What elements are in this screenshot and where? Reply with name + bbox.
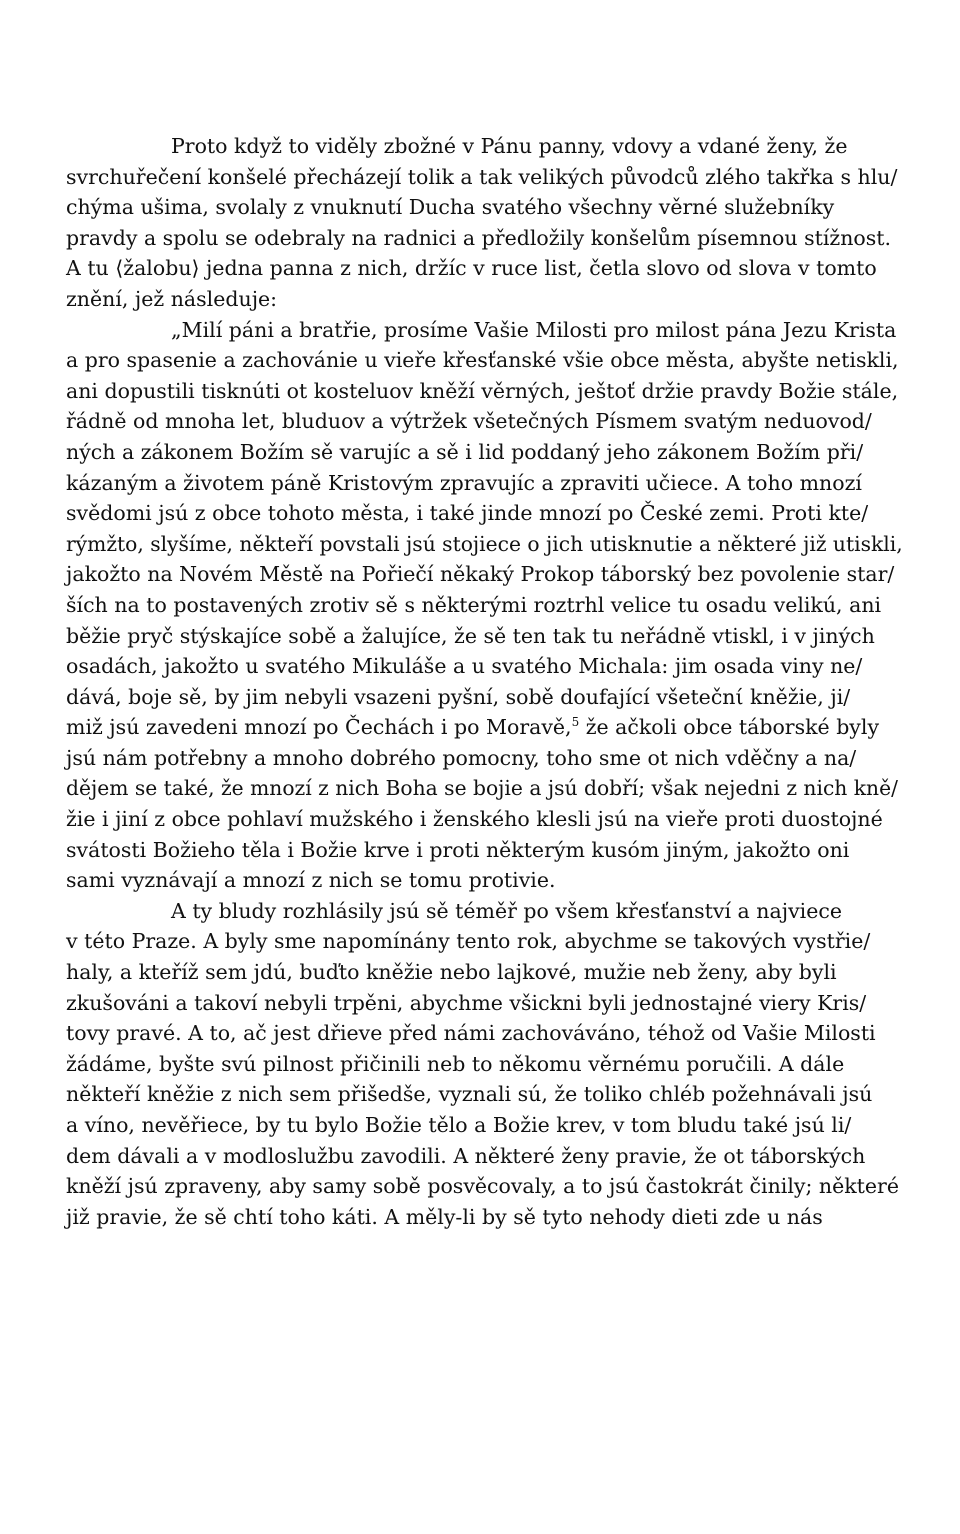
text-line: pravdy a spolu se odebraly na radnici a předložily konšelům písemnou stížnost. (66, 225, 892, 250)
text-line: a víno, nevěřiece, by tu bylo Božie tělo a Božie krev, v tom bludu také jsú li/ (66, 1113, 852, 1137)
document-page (66, 131, 906, 1232)
text-line: „Milí páni a bratřie, prosíme Vašie Milosti pro milost pána Jezu Krista (171, 317, 897, 342)
text-line: znění, jež následuje: (66, 286, 278, 311)
text-line: rýmžto, slyšíme, někteří povstali jsú stojiece o jich utisknutie a některé již utiskli, (66, 531, 903, 556)
text-line: již pravie, že sě chtí toho káti. A měly-li by sě tyto nehody dieti zde u nás (66, 1204, 823, 1229)
text-line: dějem se také, že mnozí z nich Boha se bojie a jsú dobří; však nejedni z nich kně/ (66, 776, 898, 801)
text-line: kázaným a životem páně Kristovým zpravujíc a zpraviti učiece. A toho mnozí (66, 470, 862, 495)
text-line: a pro spasenie a zachovánie u vieře křesťanské všie obce města, abyšte netiskli, (66, 348, 899, 373)
text-line: někteří kněžie z nich sem přišedše, vyznali sú, že toliko chléb požehnávali jsú (66, 1082, 873, 1107)
text-line: v této Praze. A byly sme napomínány tento rok, abychme se takových vystřie/ (66, 929, 871, 954)
text-line: ších na to postavených zrotiv sě s některými roztrhl velice tu osadu velikú, ani (66, 592, 882, 617)
text-line: svrchuřečení konšelé přecházejí tolik a tak velikých původců zlého takřka s hlu/ (66, 164, 898, 189)
text-line: dem dávali a v modloslužbu zavodili. A některé ženy pravie, že ot táborských (66, 1143, 866, 1168)
text-line: jsú nám potřebny a mnoho dobrého pomocny, toho sme ot nich vděčny a na/ (66, 745, 857, 770)
text-line: sami vyznávají a mnozí z nich se tomu protivie. (66, 868, 556, 893)
text-line: běžie pryč stýskajíce sobě a žalujíce, že sě ten tak tu neřádně vtiskl, i v jiných (66, 623, 875, 648)
text-line: A tu ⟨žalobu⟩ jedna panna z nich, držíc v ruce list, četla slovo od slova v tomto (66, 256, 877, 281)
text-line: tovy pravé. A to, ač jest dřieve před námi zachováváno, téhož od Vašie Milosti (66, 1021, 876, 1046)
footnote-mark: 5 (571, 715, 580, 730)
text-line: ných a zákonem Božím sě varujíc a sě i lid poddaný jeho zákonem Božím při/ (66, 439, 864, 464)
text-line: kněží jsú zpraveny, aby samy sobě posvěcovaly, a to jsú častokrát činily; některé (66, 1174, 899, 1199)
text-line: řádně od mnoha let, bluduov a výtržek všetečných Písmem svatým neduovod/ (66, 409, 872, 434)
text-line: žie i jiní z obce pohlaví mužského i ženského klesli jsú na vieře proti duostojné (66, 807, 883, 832)
text-segment: že ačkoli obce táborské byly (579, 715, 880, 740)
text-line: svátosti Božieho těla i Božie krve i proti některým kusóm jiným, jakožto oni (66, 837, 850, 862)
text-line: žádáme, byšte svú pilnost přičinili neb to někomu věrnému poručili. A dále (66, 1051, 845, 1076)
text-line: Proto když to viděly zbožné v Pánu panny, vdovy a vdané ženy, že (171, 134, 848, 158)
text-line: svědomi jsú z obce tohoto města, i také jinde mnozí po České zemi. Proti kte/ (66, 501, 869, 526)
text-line: ani dopustili tisknúti ot kosteluov kněží věrných, ještoť držie pravdy Božie stále, (66, 378, 899, 403)
text-line: jakožto na Novém Městě na Pořiečí někaký Prokop táborský bez povolenie star/ (66, 562, 895, 587)
text-line: chýma ušima, svolaly z vnuknutí Ducha svatého všechny věrné služebníky (66, 195, 835, 220)
text-line: haly, a kteříž sem jdú, buďto kněžie nebo lajkové, mužie neb ženy, aby byli (66, 960, 837, 985)
text-line: osadách, jakožto u svatého Mikuláše a u svatého Michala: jim osada viny ne/ (66, 654, 863, 679)
text-line-with-footnote (66, 712, 906, 743)
text-segment: miž jsú zavedeni mnozí po Čechách i po Moravě, (66, 715, 572, 740)
text-line: dává, boje sě, by jim nebyli vsazeni pyšní, sobě doufající všetečnί kněžie, ji/ (66, 684, 851, 709)
text-line: A ty bludy rozhlásily jsú sě téměř po všem křesťanství a najviece (171, 898, 842, 923)
text-line: zkušováni a takoví nebyli trpěni, abychme všickni byli jednostajné viery Kris/ (66, 990, 867, 1015)
